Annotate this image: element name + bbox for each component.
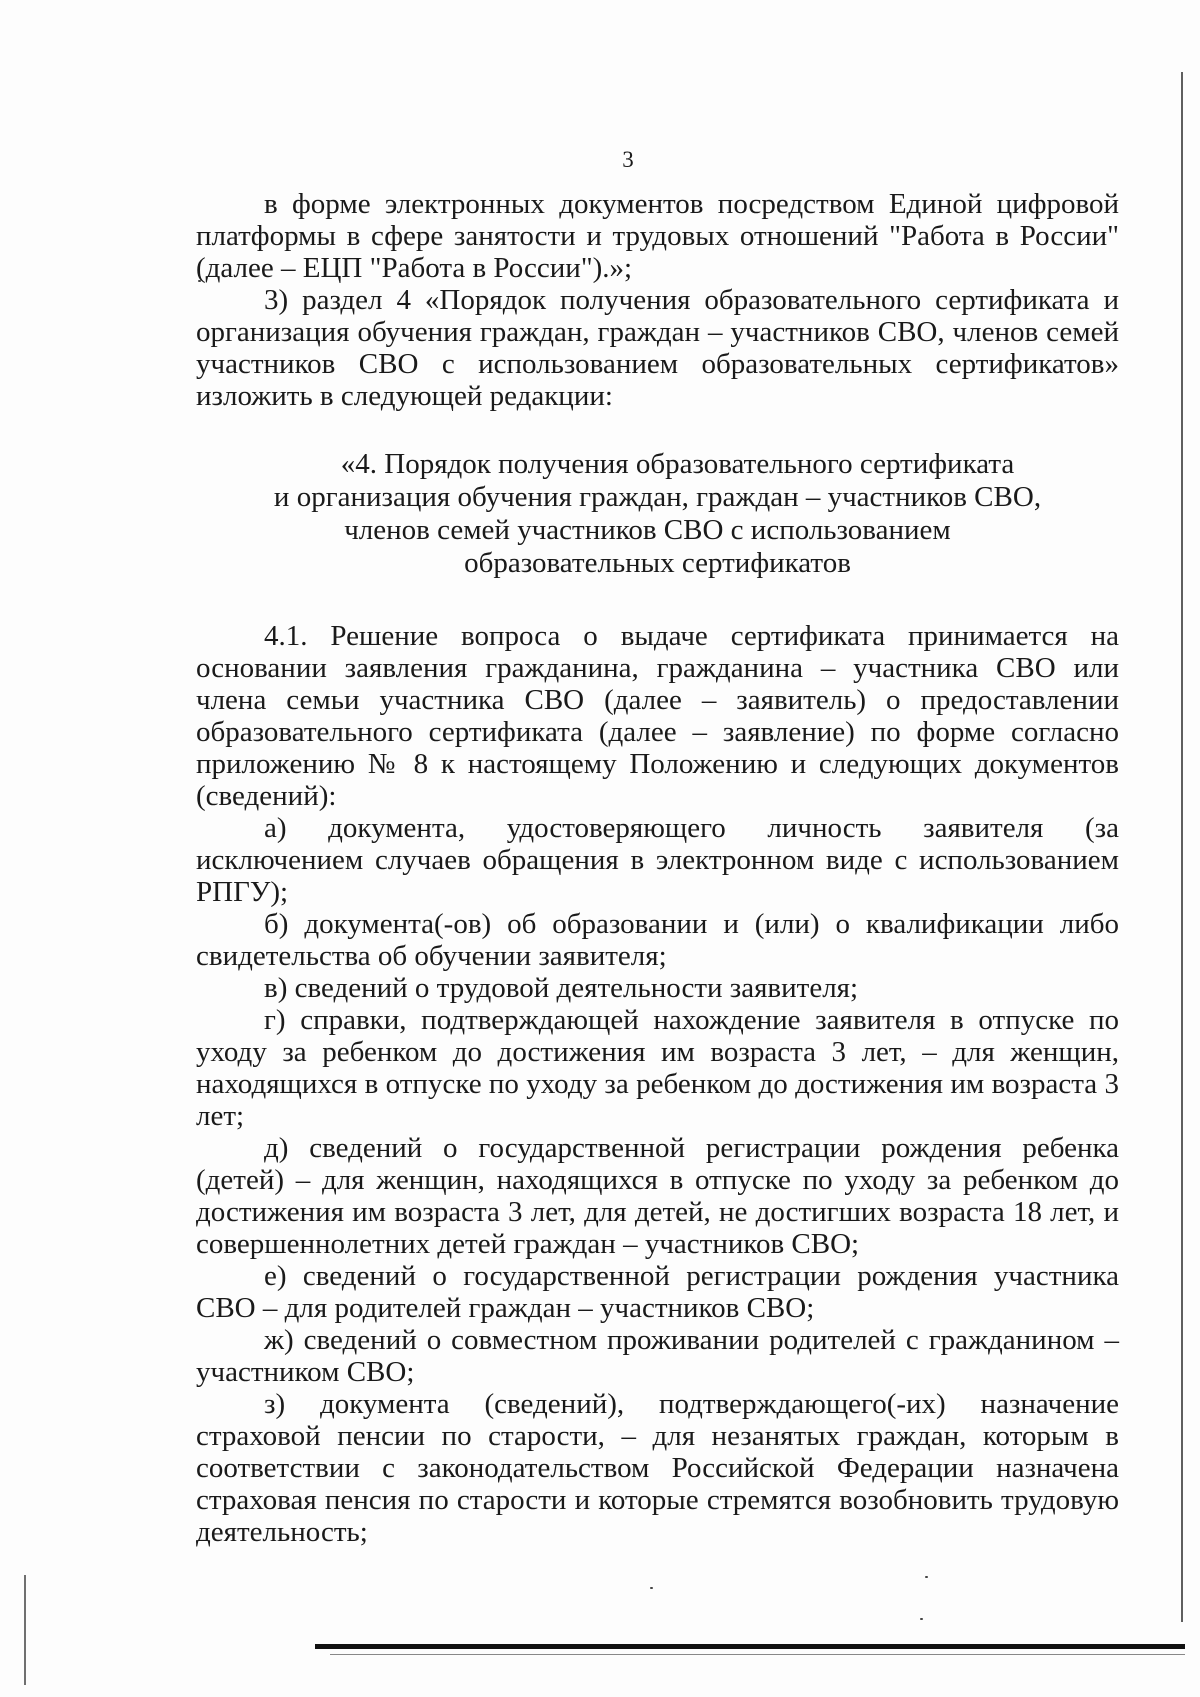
- list-item: в) сведений о трудовой деятельности заявителя;: [264, 972, 859, 1004]
- list-item: г) справки, подтверждающей нахождение заявителя в отпуске по уходу за ребенком до достижения им возраста 3 лет, – для женщин, находящихся в отпуске по уходу за ребенком до достижения им возраста 3 лет;: [196, 1004, 1119, 1132]
- list-item: з) документа (сведений), подтверждающего(-их) назначение страховой пенсии по старости, – для незанятых граждан, которым в соответствии с законодательством Российской Федерации назначена страховая пенсия по старости и которые стремятся возобновить трудовую деятельность;: [196, 1388, 1119, 1548]
- page-number: 3: [622, 147, 634, 172]
- intro-text: [196, 188, 1119, 412]
- scan-speck: [920, 1618, 923, 1620]
- scan-bottom-edge: [315, 1644, 1185, 1649]
- paragraph: 4.1. Решение вопроса о выдаче сертификата принимается на основании заявления гражданина, гражданина – участника СВО или члена семьи участника СВО (далее – заявитель) о предоставлении образовательного сертификата (далее – заявление) по форме согласно приложению № 8 к настоящему Положению и следующих документов (сведений):: [196, 620, 1119, 812]
- section-heading: [196, 448, 1119, 580]
- heading-line: образовательных сертификатов: [464, 547, 851, 579]
- scan-speck: [650, 1587, 653, 1589]
- list-item: ж) сведений о совместном проживании родителей с гражданином – участником СВО;: [196, 1324, 1119, 1388]
- heading-line: «4. Порядок получения образовательного сертификата: [340, 448, 1015, 480]
- heading-line: членов семей участников СВО с использованием: [344, 514, 951, 546]
- paragraph: 3) раздел 4 «Порядок получения образовательного сертификата и организация обучения граждан, граждан – участников СВО, членов семей участников СВО с использованием образовательных сертификатов» изложить в следующей редакции:: [196, 284, 1119, 412]
- body-text: [196, 620, 1119, 1548]
- list-item: б) документа(-ов) об образовании и (или) о квалификации либо свидетельства об обучении заявителя;: [196, 908, 1119, 972]
- list-item: е) сведений о государственной регистрации рождения участника СВО – для родителей граждан – участников СВО;: [196, 1260, 1119, 1324]
- scan-edge-line: [1181, 72, 1183, 1622]
- heading-line: и организация обучения граждан, граждан – участников СВО,: [273, 481, 1042, 513]
- scan-bottom-edge: [330, 1654, 1185, 1655]
- paragraph: в форме электронных документов посредством Единой цифровой платформы в сфере занятости и трудовых отношений "Работа в России" (далее – ЕЦП "Работа в России").»;: [196, 188, 1119, 284]
- scan-speck: [925, 1576, 928, 1578]
- scan-edge-line: [24, 1575, 26, 1685]
- list-item: а) документа, удостоверяющего личность заявителя (за исключением случаев обращения в электронном виде с использованием РПГУ);: [196, 812, 1119, 908]
- list-item: д) сведений о государственной регистрации рождения ребенка (детей) – для женщин, находящихся в отпуске по уходу за ребенком до достижения им возраста 3 лет, для детей, не достигших возраста 18 лет, и совершеннолетних детей граждан – участников СВО;: [196, 1132, 1119, 1260]
